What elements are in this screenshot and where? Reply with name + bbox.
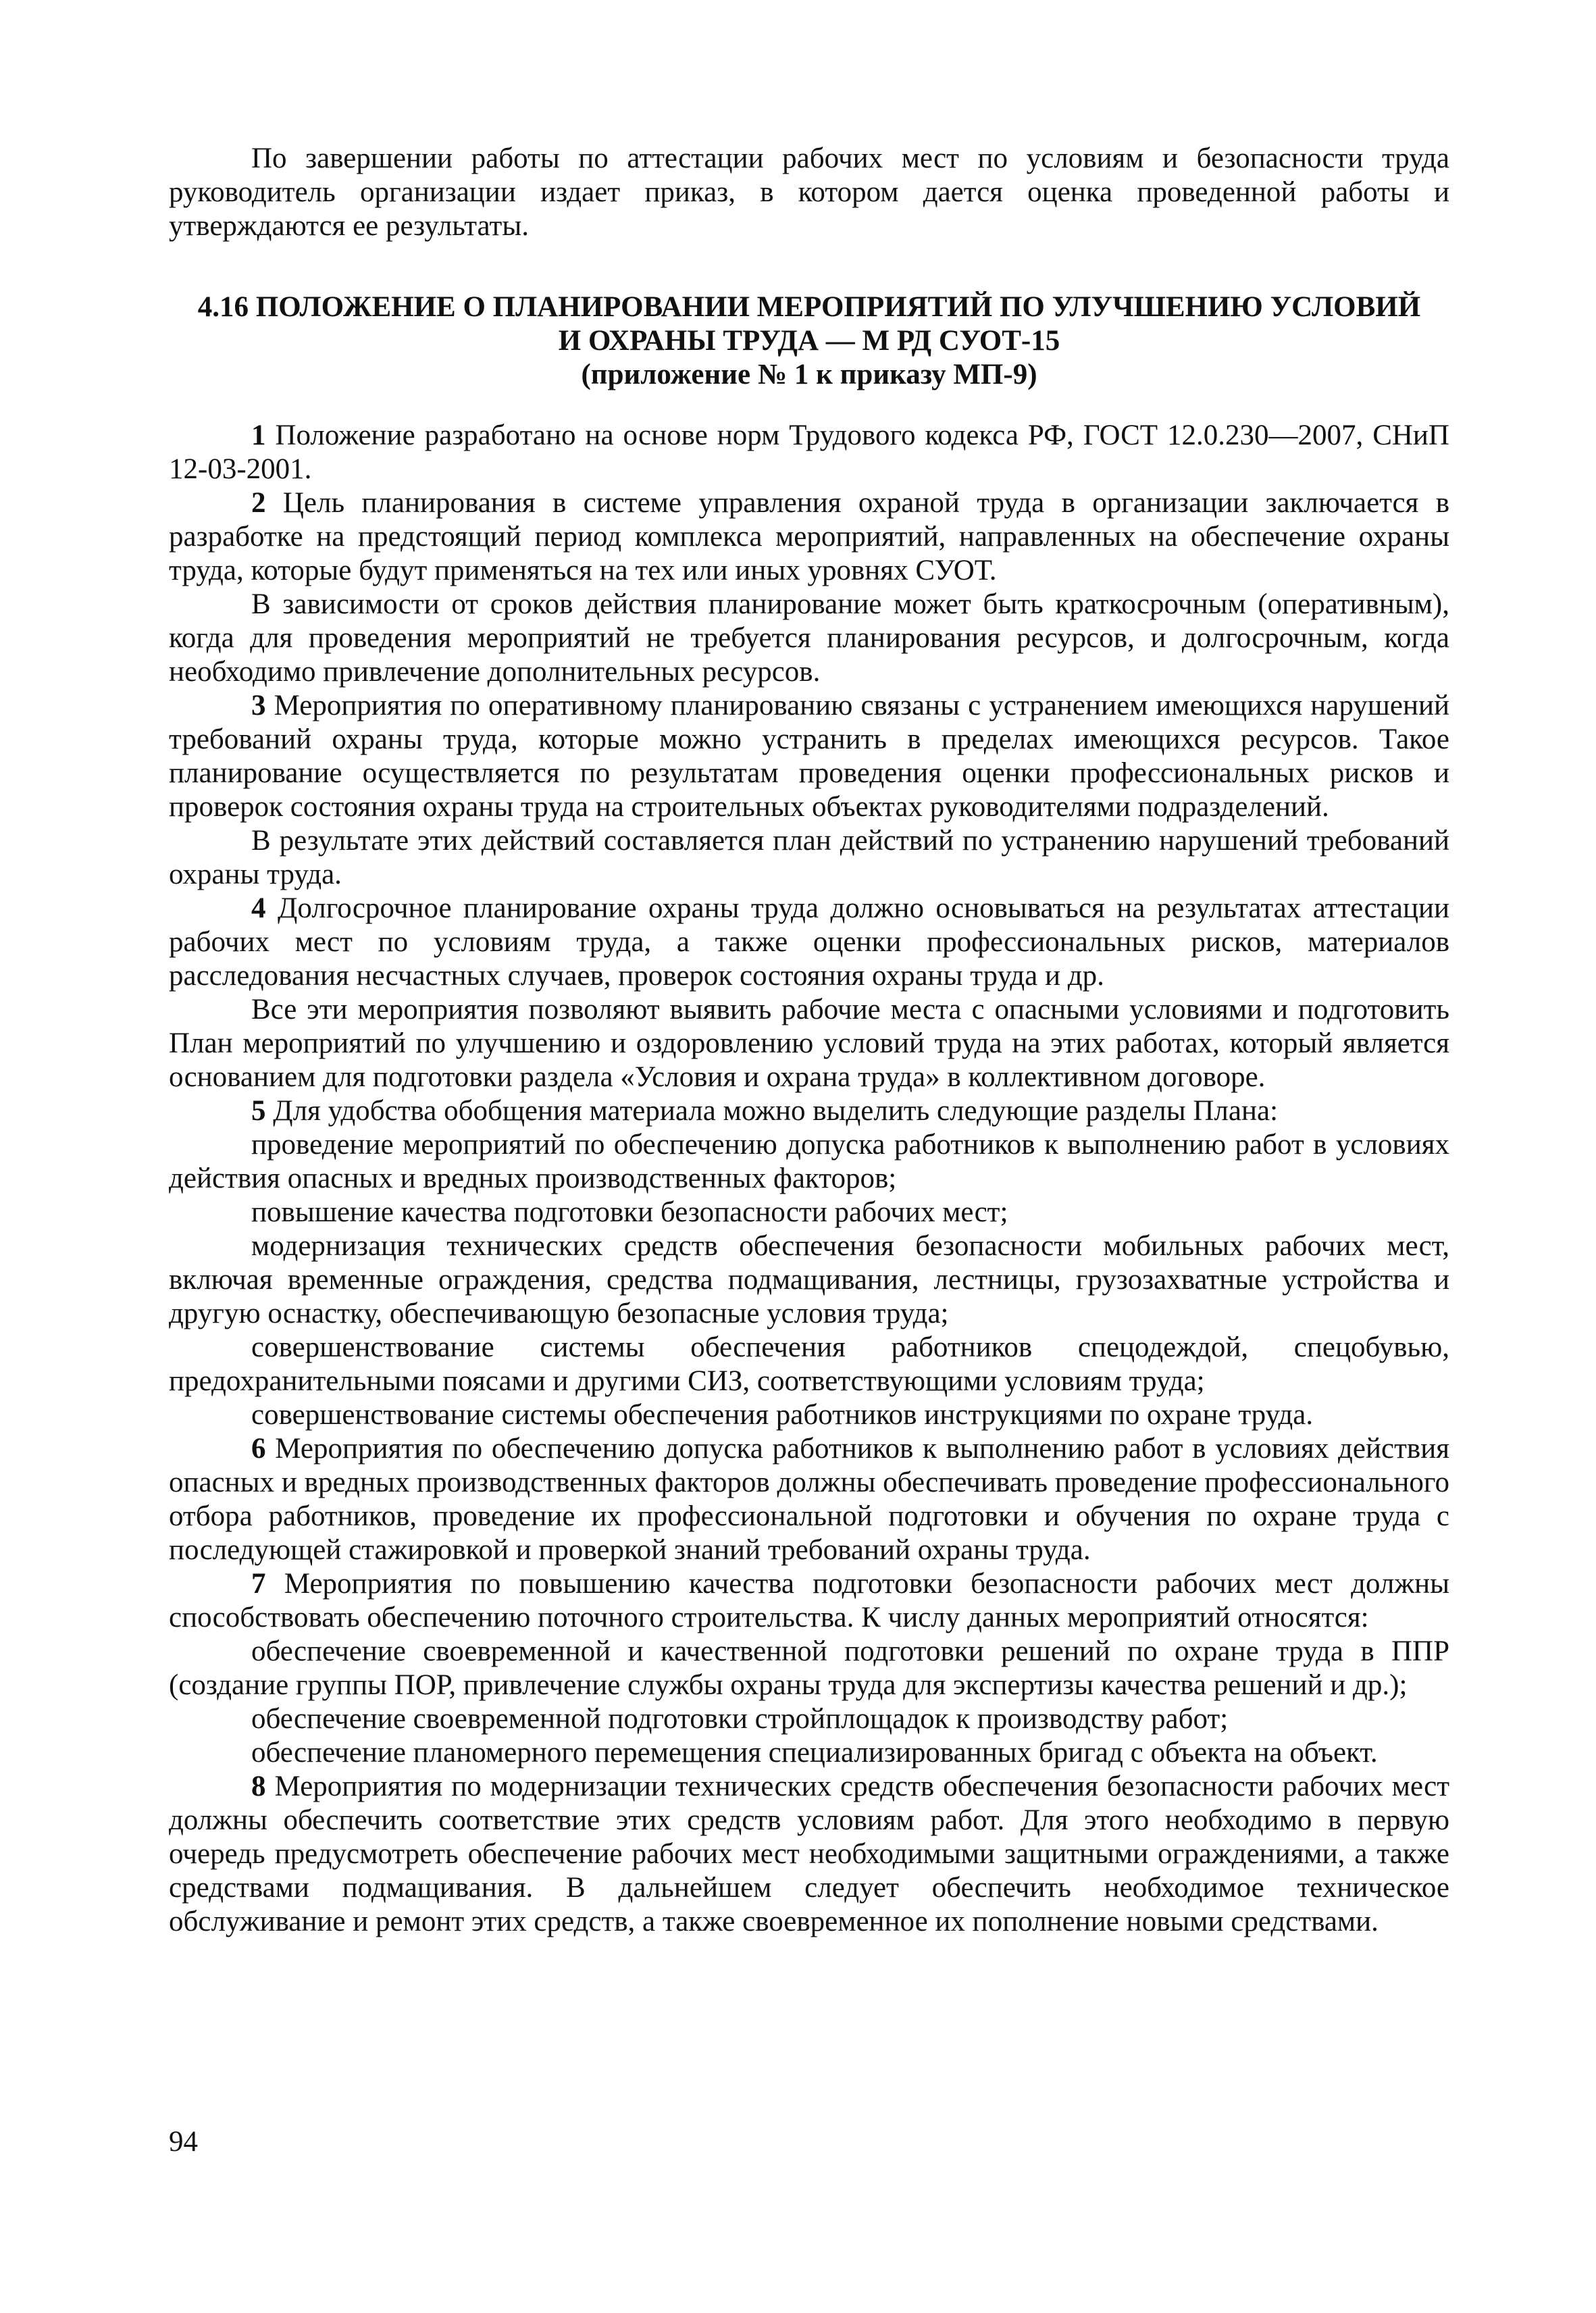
paragraph-number: 8 — [251, 1771, 266, 1802]
paragraph: 1 Положение разработано на основе норм Трудового кодекса РФ, ГОСТ 12.0.230—2007, СНиП 12-03-2001. — [169, 420, 1449, 485]
paragraph: 2 Цель планирования в системе управления охраной труда в организации заключается в разработке на предстоящий период комплекса мероприятий, направленных на обеспечение охраны труда, которые будут применяться на тех или иных уровнях СУОТ. — [169, 487, 1449, 586]
paragraph: 7 Мероприятия по повышению качества подготовки безопасности рабочих мест должны способствовать обеспечению поточного строительства. К числу данных мероприятий относятся: — [169, 1568, 1449, 1633]
list-item: обеспечение своевременной и качественной подготовки решений по охране труда в ППР (создание группы ПОР, привлечение службы охраны труда для экспертизы качества решений и др.); — [169, 1635, 1449, 1701]
heading-line-2: И ОХРАНЫ ТРУДА — М РД СУОТ-15 — [558, 325, 1060, 357]
intro-paragraph: По завершении работы по аттестации рабочих мест по условиям и безопасности труда руководитель организации издает приказ, в котором дается оценка проведенной работы и утверждаются ее результаты. — [169, 143, 1449, 242]
list-item: обеспечение планомерного перемещения специализированных бригад с объекта на объект. — [251, 1737, 1378, 1769]
paragraph-number: 5 — [251, 1095, 266, 1127]
list-item: повышение качества подготовки безопасности рабочих мест; — [251, 1196, 1008, 1228]
paragraph: 4 Долгосрочное планирование охраны труда должно основываться на результатах аттестации рабочих мест по условиям труда, а также оценки профессиональных рисков, материалов расследования несчастных случаев, проверок состояния охраны труда и др. — [169, 892, 1449, 992]
list-item: модернизация технических средств обеспечения безопасности мобильных рабочих мест, включая временные ограждения, средства подмащивания, лестницы, грузозахватные устройства и другую оснастку, обеспечивающую безопасные условия труда; — [169, 1230, 1449, 1329]
list-item: обеспечение своевременной подготовки стройплощадок к производству работ; — [251, 1703, 1229, 1735]
heading-line-1: 4.16 ПОЛОЖЕНИЕ О ПЛАНИРОВАНИИ МЕРОПРИЯТИЙ ПО УЛУЧШЕНИЮ УСЛОВИЙ — [197, 291, 1421, 323]
paragraph: В результате этих действий составляется план действий по устранению нарушений требований охраны труда. — [169, 825, 1449, 890]
paragraph: 8 Мероприятия по модернизации технических средств обеспечения безопасности рабочих мест должны обеспечить соответствие этих средств условиям работ. Для этого необходимо в первую очередь предусмотреть обеспечение рабочих мест необходимыми защитными ограждениями, а также средствами подмащивания. В дальнейшем следует обеспечить необходимое техническое обслуживание и ремонт этих средств, а также своевременное их пополнение новыми средствами. — [169, 1771, 1449, 1937]
page-number: 94 — [169, 2126, 198, 2158]
paragraph-number: 1 — [251, 420, 266, 451]
list-item: совершенствование системы обеспечения работников спецодеждой, спецобувью, предохранительными поясами и другими СИЗ, соответствующими условиям труда; — [169, 1331, 1449, 1397]
paragraph-number: 2 — [251, 487, 266, 519]
paragraph: В зависимости от сроков действия планирование может быть краткосрочным (оперативным), когда для проведения мероприятий не требуется планирования ресурсов, и долгосрочным, когда необходимо привлечение дополнительных ресурсов. — [169, 588, 1449, 688]
paragraph: 5 Для удобства обобщения материала можно выделить следующие разделы Плана: — [251, 1095, 1279, 1127]
list-item: проведение мероприятий по обеспечению допуска работников к выполнению работ в условиях действия опасных и вредных производственных факторов; — [169, 1129, 1449, 1194]
section-heading — [169, 290, 1449, 392]
heading-line-3: (приложение № 1 к приказу МП-9) — [581, 359, 1037, 390]
paragraph: 6 Мероприятия по обеспечению допуска работников к выполнению работ в условиях действия опасных и вредных производственных факторов должны обеспечивать проведение профессионального отбора работников, проведение их профессиональной подготовки и обучения по охране труда с последующей стажировкой и проверкой знаний требований охраны труда. — [169, 1433, 1449, 1566]
body-text — [169, 419, 1449, 1939]
paragraph-number: 4 — [251, 892, 266, 924]
paragraph: 3 Мероприятия по оперативному планированию связаны с устранением имеющихся нарушений требований охраны труда, которые можно устранить в пределах имеющихся ресурсов. Такое планирование осуществляется по результатам проведения оценки профессиональных рисков и проверок состояния охраны труда на строительных объектах руководителями подразделений. — [169, 690, 1449, 823]
document-page — [169, 142, 1449, 1939]
paragraph: Все эти мероприятия позволяют выявить рабочие места с опасными условиями и подготовить План мероприятий по улучшению и оздоровлению условий труда на этих работах, который является основанием для подготовки раздела «Условия и охрана труда» в коллективном договоре. — [169, 994, 1449, 1093]
paragraph-number: 3 — [251, 690, 266, 721]
list-item: совершенствование системы обеспечения работников инструкциями по охране труда. — [251, 1399, 1314, 1431]
paragraph-number: 7 — [251, 1568, 266, 1600]
paragraph-number: 6 — [251, 1433, 266, 1465]
